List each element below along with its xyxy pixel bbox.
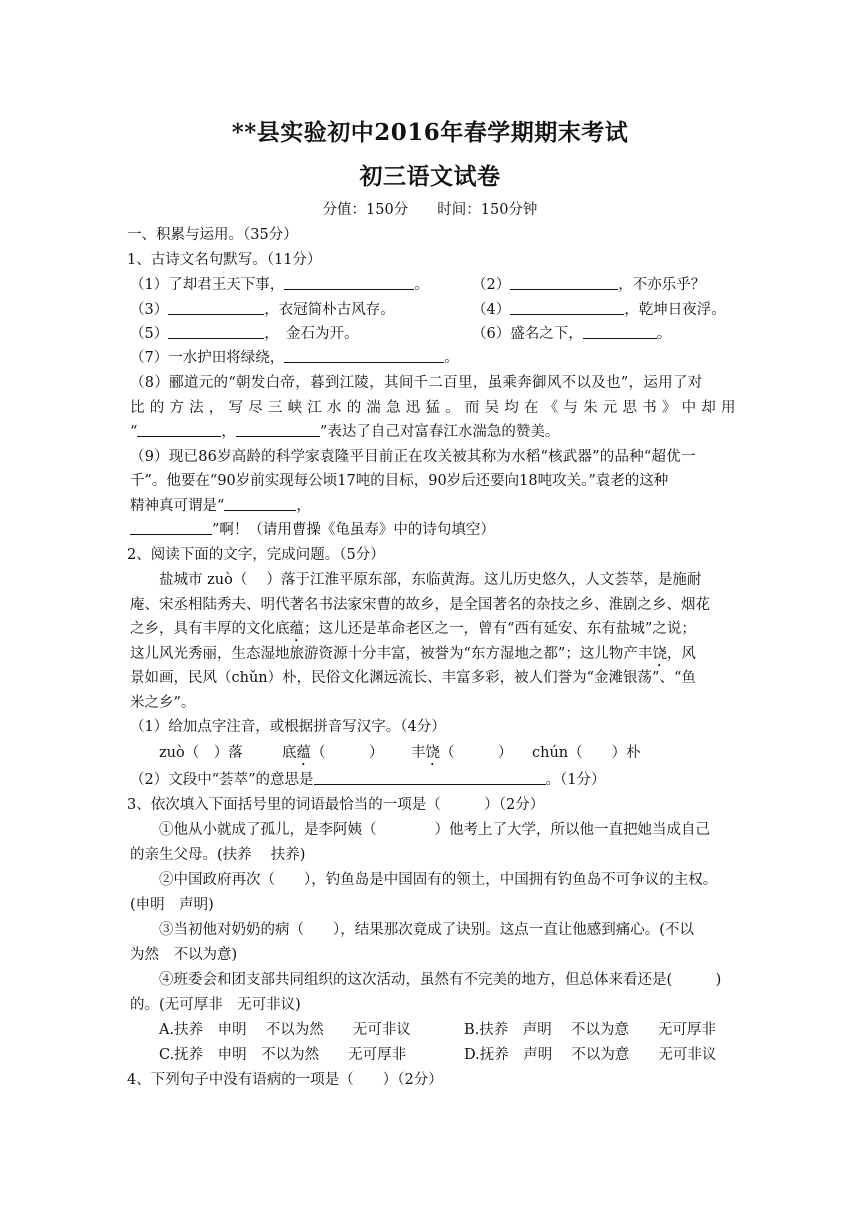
q3-sentence-3-line-1: ③当初他对奶奶的病（ ），结果那次竟成了诀别。这点一直让他感到痛心。(不以 <box>159 922 694 938</box>
passage-line-1: 盐城市 zuò（ ）落于江淮平原东部，东临黄海。这儿历史悠久，人文荟萃，是施耐 <box>159 572 702 588</box>
answer-blank[interactable] <box>510 300 624 315</box>
question-4-title: 4、下列句子中没有语病的一项是（ ）（2分） <box>127 1072 443 1088</box>
section-heading: 一、积累与运用。（35分） <box>127 227 298 243</box>
q1-item-6: （6）盛名之下， 。 <box>472 326 672 342</box>
option-d[interactable]: D.抚养 声明 不以为意 无可非议 <box>464 1047 717 1063</box>
answer-blank[interactable] <box>137 422 221 437</box>
question-1-title: 1、古诗文名句默写。（11分） <box>127 252 322 268</box>
question-2-title: 2、阅读下面的文字，完成问题。（5分） <box>127 547 385 563</box>
q3-sentence-2-line-2: (申明 声明) <box>130 897 214 913</box>
q1-item-8-line-1: （8）郦道元的“朝发白帝，暮到江陵，其间千二百里，虽乘奔御风不以及也”，运用了对 <box>130 375 703 391</box>
q3-sentence-4-line-1: ④班委会和团支部共同组织的这次活动，虽然有不完美的地方，但总体来看还是( ) <box>159 972 722 988</box>
answer-blank[interactable] <box>236 422 320 437</box>
answer-blank[interactable] <box>284 348 444 363</box>
q1-item-3: （3） ，衣冠简朴古风存。 <box>130 302 395 318</box>
q3-sentence-1-line-2: 的亲生父母。(扶养 扶养) <box>130 847 306 863</box>
q2-sub-1: （1）给加点字注音，或根据拼音写汉字。（4分） <box>130 719 446 735</box>
q1-item-9-line-3: 精神真可谓是“ ， <box>130 498 311 514</box>
q1-item-2: （2） ，不亦乐乎？ <box>472 277 706 293</box>
q2-fill-2: 底蕴（ ） <box>282 745 384 761</box>
answer-blank[interactable] <box>314 770 546 785</box>
q1-item-9-line-1: （9）现已86岁高龄的科学家袁隆平目前正在攻关被其称为水稻“核武器”的品种“超优一 <box>130 449 696 465</box>
passage-line-3: 之乡，具有丰厚的文化底蕴；这儿还是革命老区之一，曾有“西有延安、东有盐城”之说； <box>130 621 696 637</box>
q1-item-8-line-3: “ ， ”表达了自己对富春江水湍急的赞美。 <box>130 424 560 440</box>
q1-item-1: （1）了却君王天下事， 。 <box>130 277 429 293</box>
q1-item-5: （5） ， 金石为开。 <box>130 326 359 342</box>
option-c[interactable]: C.抚养 申明 不以为然 无可厚非 <box>159 1047 407 1063</box>
q3-sentence-2-line-1: ②中国政府再次（ ），钓鱼岛是中国固有的领土，中国拥有钓鱼岛不可争议的主权。 <box>159 872 718 888</box>
q2-fill-1: zuò（ ）落 <box>159 745 243 761</box>
q1-item-9-line-4: ”啊！（请用曹操《龟虽寿》中的诗句填空） <box>130 520 495 540</box>
exam-meta: 分值：150分 时间：150分钟 <box>322 202 538 218</box>
passage-line-2: 庵、宋丞相陆秀夫、明代著名书法家宋曹的故乡，是全国著名的杂技之乡、淮剧之乡、烟花 <box>130 597 710 613</box>
answer-blank[interactable] <box>168 324 264 339</box>
answer-blank[interactable] <box>130 520 212 535</box>
q2-sub-2: （2）文段中“荟萃”的意思是 。（1分） <box>130 772 606 788</box>
exam-title: **县实验初中2016年春学期期末考试 <box>231 119 629 146</box>
q1-item-9-line-2: 千”。他要在“90岁前实现每公顷17吨的目标，90岁后还要向18吨攻关。”袁老的这种 <box>130 473 669 489</box>
q1-item-7: （7）一水护田将绿绕， 。 <box>130 350 459 366</box>
passage-line-6: 米之乡”。 <box>130 695 196 711</box>
answer-blank[interactable] <box>224 496 296 511</box>
q2-fill-4: chún（ ）朴 <box>532 745 641 761</box>
q3-sentence-4-line-2: 的。(无可厚非 无可非议) <box>130 997 301 1013</box>
passage-line-4: 这儿风光秀丽，生态湿地旅游资源十分丰富，被誉为“东方湿地之都”；这儿物产丰饶，风 <box>130 646 696 662</box>
q1-item-4: （4） ，乾坤日夜浮。 <box>472 302 726 318</box>
option-b[interactable]: B.扶养 声明 不以为意 无可厚非 <box>464 1022 716 1038</box>
q3-sentence-1-line-1: ①他从小就成了孤儿，是李阿姨（ ）他考上了大学，所以他一直把她当成自己 <box>159 822 710 838</box>
q3-sentence-3-line-2: 为然 不以为意) <box>130 947 238 963</box>
answer-blank[interactable] <box>583 324 657 339</box>
passage-line-5: 景如画，民风（chǔn）朴，民俗文化渊远流长、丰富多彩，被人们誉为“金滩银荡”、“鱼 <box>130 670 696 686</box>
answer-blank[interactable] <box>284 275 414 290</box>
q1-item-8-line-2: 比的方法，写尽三峡江水的湍急迅猛。而吴均在《与朱元思书》中却用 <box>130 400 741 416</box>
q2-fill-3: 丰饶（ ） <box>411 745 513 761</box>
exam-subtitle: 初三语文试卷 <box>359 163 501 190</box>
question-3-title: 3、依次填入下面括号里的词语最恰当的一项是（ ）（2分） <box>127 797 545 813</box>
answer-blank[interactable] <box>510 275 618 290</box>
option-a[interactable]: A.扶养 申明 不以为然 无可非议 <box>159 1022 411 1038</box>
answer-blank[interactable] <box>168 300 264 315</box>
